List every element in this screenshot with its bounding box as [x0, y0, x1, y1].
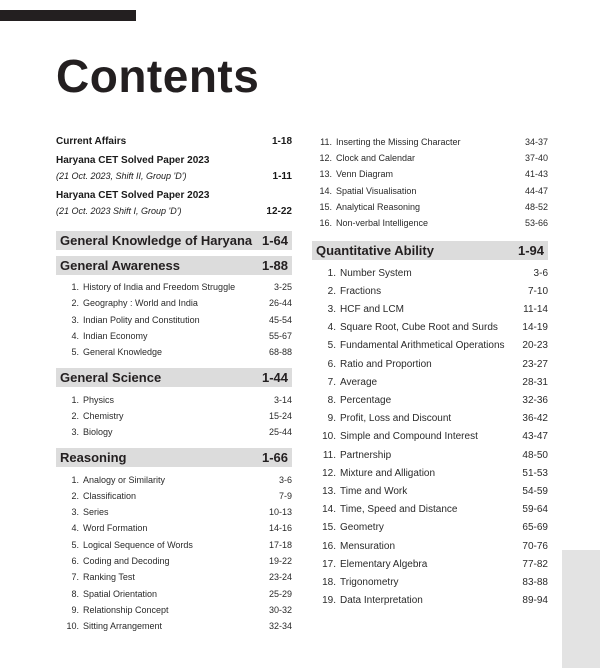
toc-item-label: [320, 413, 451, 424]
toc-item-title: Sitting Arrangement: [83, 621, 163, 632]
section-header[interactable]: [56, 368, 292, 387]
toc-top-entry-subrow: [56, 204, 292, 220]
toc-item-pages: 44-47: [524, 185, 548, 196]
toc-item-label: [320, 486, 407, 497]
toc-top-entry-row: [56, 134, 292, 150]
toc-item[interactable]: [312, 410, 548, 428]
toc-item[interactable]: [312, 501, 548, 519]
toc-item[interactable]: [56, 312, 292, 328]
toc-item-label: [320, 595, 423, 606]
toc-item-label: [65, 589, 157, 599]
toc-top-entry[interactable]: [56, 134, 292, 150]
toc-item[interactable]: [312, 537, 548, 555]
toc-item-number: 4.: [71, 523, 79, 534]
section-pages: 1-44: [261, 370, 288, 386]
toc-item[interactable]: [56, 424, 292, 440]
toc-item-label: [320, 377, 377, 388]
toc-item-title: Fundamental Arithmetical Operations: [340, 340, 505, 352]
toc-item-pages: 20-23: [522, 340, 548, 352]
toc-item-label: [65, 491, 136, 501]
toc-item-pages: 11-14: [523, 304, 548, 316]
toc-item-pages: 32-34: [268, 621, 292, 632]
toc-item-pages: 55-67: [268, 331, 292, 342]
toc-item[interactable]: [56, 488, 292, 504]
toc-item-title: Venn Diagram: [336, 169, 394, 180]
toc-item[interactable]: [312, 391, 548, 409]
left-column: [56, 134, 292, 642]
toc-item-number: 2.: [71, 490, 79, 501]
toc-item-label: [65, 331, 148, 341]
toc-item-title: Inserting the Missing Character: [336, 137, 461, 148]
toc-item-pages: 25-29: [268, 588, 292, 599]
toc-item[interactable]: [56, 344, 292, 360]
side-tab: [562, 550, 600, 668]
toc-item[interactable]: [56, 553, 292, 569]
toc-item-number: 15.: [322, 522, 336, 534]
toc-item-title: History of India and Freedom Struggle: [83, 282, 236, 293]
toc-item-number: 9.: [71, 604, 79, 615]
toc-item-pages: 36-42: [522, 413, 548, 425]
toc-item-number: 8.: [71, 588, 79, 599]
toc-item-label: [65, 556, 170, 566]
toc-top-entry-subtitle: (21 Oct. 2023, Shift II, Group 'D'): [56, 171, 187, 181]
toc-item[interactable]: [56, 618, 292, 634]
section-items: [56, 467, 292, 642]
toc-item-label: [320, 340, 505, 351]
toc-item-number: 8.: [327, 395, 336, 407]
toc-item-title: Number System: [340, 267, 412, 279]
toc-item-label: [65, 395, 114, 405]
toc-item-pages: 23-27: [522, 358, 548, 370]
toc-item[interactable]: [56, 504, 292, 520]
toc-item-number: 19.: [322, 595, 336, 607]
toc-item-number: 15.: [319, 201, 332, 212]
toc-item-number: 3.: [327, 304, 336, 316]
toc-item[interactable]: [312, 150, 548, 166]
section-title: Reasoning: [60, 450, 127, 466]
toc-item-title: Chemistry: [83, 410, 124, 421]
toc-item[interactable]: [312, 464, 548, 482]
toc-top-entry-row: [56, 153, 292, 169]
toc-item-pages: 3-25: [273, 282, 292, 293]
toc-item-label: [65, 315, 200, 325]
toc-item-title: Average: [340, 376, 378, 388]
toc-item[interactable]: [312, 264, 548, 282]
toc-item-pages: 26-44: [268, 298, 292, 309]
toc-item-label: [320, 450, 391, 461]
toc-item-number: 10.: [322, 431, 336, 443]
toc-item-pages: 41-43: [524, 169, 548, 180]
toc-item-label: [320, 322, 498, 333]
toc-item-pages: 45-54: [268, 314, 292, 325]
toc-item-title: Spatial Visualisation: [336, 185, 417, 196]
section-pages: 1-94: [517, 243, 544, 259]
toc-item[interactable]: [312, 183, 548, 199]
section-title: Quantitative Ability: [316, 243, 434, 259]
section-items: [56, 387, 292, 448]
toc-item-number: 1.: [71, 282, 79, 293]
toc-item-number: 14.: [319, 185, 332, 196]
toc-item-number: 3.: [71, 507, 79, 518]
toc-item-label: [65, 282, 235, 292]
toc-item-label: [318, 218, 428, 228]
toc-item[interactable]: [312, 555, 548, 573]
toc-item-number: 2.: [327, 285, 336, 297]
section-pages: 1-66: [261, 450, 288, 466]
toc-item-label: [320, 359, 432, 370]
toc-item-pages: 25-44: [268, 427, 292, 438]
toc-item-title: Geography : World and India: [83, 298, 198, 309]
toc-item-label: [65, 347, 162, 357]
section-header[interactable]: [56, 448, 292, 467]
toc-item-pages: 70-76: [522, 540, 548, 552]
toc-item-label: [65, 605, 169, 615]
section-items: [56, 275, 292, 368]
toc-item-title: Time, Speed and Distance: [340, 504, 458, 516]
toc-item-label: [318, 169, 393, 179]
toc-item-title: Square Root, Cube Root and Surds: [340, 322, 498, 334]
toc-item[interactable]: [56, 520, 292, 536]
section-title: General Awareness: [60, 258, 180, 273]
toc-item-number: 14.: [322, 504, 336, 516]
toc-item-label: [320, 286, 381, 297]
toc-item-number: 5.: [71, 347, 79, 358]
toc-item-label: [318, 202, 420, 212]
toc-item[interactable]: [56, 585, 292, 601]
toc-top-entry[interactable]: [56, 153, 292, 185]
toc-item-number: 9.: [327, 413, 336, 425]
reasoning-continued-items: [312, 134, 548, 241]
toc-item-label: [320, 304, 404, 315]
toc-item-number: 13.: [319, 169, 332, 180]
toc-item[interactable]: [312, 592, 548, 610]
toc-item-number: 2.: [71, 410, 79, 421]
toc-item-pages: 37-40: [524, 153, 548, 164]
toc-item-pages: 7-10: [527, 285, 548, 297]
right-column: [312, 134, 548, 618]
toc-item-pages: 14-16: [268, 523, 292, 534]
toc-item[interactable]: [312, 519, 548, 537]
toc-item-label: [65, 427, 113, 437]
toc-item-label: [320, 504, 457, 515]
toc-item-title: Indian Polity and Constitution: [83, 314, 200, 325]
section-title: General Knowledge of Haryana: [60, 233, 253, 248]
toc-item-pages: 65-69: [522, 522, 548, 534]
toc-item-pages: 15-24: [268, 410, 292, 421]
toc-item-title: Ratio and Proportion: [340, 358, 432, 370]
toc-item[interactable]: [312, 199, 548, 215]
toc-item-label: [320, 577, 399, 588]
toc-item-number: 4.: [327, 322, 336, 334]
toc-item[interactable]: [56, 537, 292, 553]
toc-item-title: Physics: [83, 394, 115, 405]
toc-item-number: 1.: [71, 394, 79, 405]
toc-item-pages: 48-50: [522, 449, 548, 461]
toc-item-label: [65, 621, 162, 631]
toc-item[interactable]: [312, 319, 548, 337]
toc-item-title: Mixture and Alligation: [340, 467, 436, 479]
toc-item-number: 10.: [66, 621, 79, 632]
toc-item-title: Percentage: [340, 395, 392, 407]
toc-item-pages: 32-36: [522, 395, 548, 407]
toc-item-title: Relationship Concept: [83, 604, 169, 615]
section-header[interactable]: [56, 231, 292, 250]
toc-item-pages: 17-18: [268, 539, 292, 550]
toc-item-pages: 28-31: [522, 376, 548, 388]
section-title: General Science: [60, 370, 162, 386]
decorative-top-bar: [0, 10, 136, 21]
toc-item-title: Series: [83, 507, 109, 518]
toc-item-label: [320, 522, 384, 533]
toc-item[interactable]: [312, 573, 548, 591]
toc-item-pages: 3-14: [273, 394, 292, 405]
section-header[interactable]: [312, 241, 548, 260]
toc-item[interactable]: [312, 482, 548, 500]
page-title: Contents: [56, 50, 260, 102]
toc-item[interactable]: [312, 166, 548, 182]
toc-item-number: 5.: [71, 539, 79, 550]
toc-item-title: Time and Work: [340, 485, 408, 497]
quant-items: [312, 260, 548, 618]
toc-item-number: 6.: [71, 556, 79, 566]
section-pages: 1-64: [261, 233, 288, 248]
toc-item-number: 2.: [71, 298, 79, 309]
toc-top-entry-row: [56, 188, 292, 204]
toc-top-entry-title: Current Affairs: [56, 136, 127, 147]
toc-item-number: 18.: [322, 576, 336, 588]
toc-item-title: Mensuration: [340, 540, 396, 552]
section-pages: 1-88: [261, 258, 288, 273]
toc-item-number: 16.: [322, 540, 336, 552]
toc-top-entry-subrow: [56, 169, 292, 185]
toc-item-number: 16.: [319, 218, 332, 229]
toc-item-title: Classification: [83, 490, 137, 501]
toc-item-title: Word Formation: [83, 523, 148, 534]
toc-item-number: 12.: [322, 467, 336, 479]
toc-item-pages: 77-82: [522, 558, 548, 570]
toc-item[interactable]: [56, 295, 292, 311]
toc-item-title: Simple and Compound Interest: [340, 431, 478, 443]
toc-item-number: 1.: [327, 267, 336, 279]
toc-item-title: Indian Economy: [83, 331, 148, 342]
toc-item-label: [65, 540, 193, 550]
toc-top-entry-pages: 12-22: [266, 206, 292, 217]
toc-item-pages: 48-52: [524, 201, 548, 212]
toc-item-title: Data Interpretation: [340, 595, 423, 607]
toc-item-pages: 54-59: [522, 485, 548, 497]
toc-item-pages: 68-88: [268, 347, 292, 358]
toc-item-label: [65, 507, 109, 517]
toc-item-title: Coding and Decoding: [83, 556, 170, 566]
toc-item-label: [320, 468, 435, 479]
toc-item-label: [320, 431, 478, 442]
toc-item-title: Analytical Reasoning: [336, 201, 421, 212]
toc-item[interactable]: [56, 391, 292, 407]
toc-item[interactable]: [56, 602, 292, 618]
toc-item-number: 6.: [327, 358, 336, 370]
toc-top-entry-title: Haryana CET Solved Paper 2023: [56, 190, 210, 201]
toc-item-number: 17.: [322, 558, 336, 570]
toc-item-pages: 10-13: [268, 507, 292, 518]
toc-item-number: 7.: [327, 376, 336, 388]
toc-item-label: [65, 411, 124, 421]
toc-item[interactable]: [56, 279, 292, 295]
toc-item-pages: 7-9: [278, 490, 292, 501]
toc-item-label: [320, 541, 395, 552]
toc-item[interactable]: [312, 301, 548, 319]
toc-item-title: HCF and LCM: [340, 304, 404, 316]
toc-item[interactable]: [312, 428, 548, 446]
toc-item-title: Analogy or Similarity: [83, 474, 166, 485]
toc-item[interactable]: [312, 446, 548, 464]
toc-item-label: [320, 559, 427, 570]
toc-item-pages: 83-88: [522, 576, 548, 588]
toc-item-label: [65, 475, 165, 485]
toc-item-number: 7.: [71, 572, 79, 583]
toc-item-label: [318, 186, 416, 196]
toc-item-title: Fractions: [340, 285, 382, 297]
toc-item-pages: 43-47: [522, 431, 548, 443]
toc-item-number: 4.: [71, 331, 79, 342]
toc-item-pages: 19-22: [268, 556, 292, 566]
toc-item-pages: 51-53: [522, 467, 548, 479]
toc-item-label: [320, 268, 412, 279]
toc-top-entry-pages: 1-18: [271, 136, 292, 147]
toc-item-pages: 89-94: [522, 595, 548, 607]
toc-item-pages: 30-32: [268, 604, 292, 615]
toc-item-number: 11.: [320, 137, 332, 148]
section-header[interactable]: [56, 256, 292, 275]
toc-item-title: Spatial Orientation: [83, 588, 158, 599]
toc-item-label: [65, 572, 135, 582]
toc-item-title: Profit, Loss and Discount: [340, 413, 452, 425]
toc-item-title: Elementary Algebra: [340, 558, 428, 570]
toc-item-number: 3.: [71, 314, 79, 325]
toc-item-pages: 53-66: [524, 218, 548, 229]
toc-item[interactable]: [56, 569, 292, 585]
toc-item-label: [318, 153, 415, 163]
toc-item-number: 5.: [327, 340, 336, 352]
toc-item-title: Biology: [83, 427, 113, 438]
toc-item-title: Non-verbal Intelligence: [336, 218, 429, 229]
toc-item-title: Clock and Calendar: [336, 153, 416, 164]
toc-item-pages: 14-19: [522, 322, 548, 334]
toc-item[interactable]: [312, 373, 548, 391]
toc-item-title: Partnership: [340, 449, 392, 461]
toc-item-title: Logical Sequence of Words: [83, 539, 193, 550]
toc-item-pages: 3-6: [278, 474, 292, 485]
toc-item-number: 11.: [322, 449, 336, 461]
toc-item[interactable]: [312, 215, 548, 231]
toc-item-number: 12.: [319, 153, 332, 164]
toc-item[interactable]: [312, 282, 548, 300]
toc-top-entry-pages: 1-11: [272, 171, 292, 182]
toc-item[interactable]: [312, 134, 548, 150]
toc-item[interactable]: [56, 328, 292, 344]
toc-item[interactable]: [56, 408, 292, 424]
toc-item-number: 3.: [71, 427, 79, 438]
toc-item-label: [320, 395, 391, 406]
toc-top-entry[interactable]: [56, 188, 292, 220]
toc-item-pages: 23-24: [268, 572, 292, 583]
toc-item-title: Ranking Test: [83, 572, 135, 583]
toc-item-label: [318, 137, 461, 147]
toc-item-title: Trigonometry: [340, 576, 399, 588]
toc-item-number: 1.: [71, 474, 79, 485]
toc-item[interactable]: [56, 471, 292, 487]
toc-item-label: [65, 523, 147, 533]
toc-item[interactable]: [312, 355, 548, 373]
toc-item[interactable]: [312, 337, 548, 355]
toc-item-pages: 59-64: [522, 504, 548, 516]
toc-item-number: 13.: [322, 485, 336, 497]
toc-item-title: Geometry: [340, 522, 384, 534]
toc-top-entry-subtitle: (21 Oct. 2023 Shift I, Group 'D'): [56, 206, 182, 216]
toc-item-pages: 3-6: [533, 267, 548, 279]
toc-item-pages: 34-37: [524, 137, 548, 148]
toc-top-entry-title: Haryana CET Solved Paper 2023: [56, 155, 210, 166]
toc-item-label: [65, 298, 198, 308]
toc-item-title: General Knowledge: [83, 347, 163, 358]
